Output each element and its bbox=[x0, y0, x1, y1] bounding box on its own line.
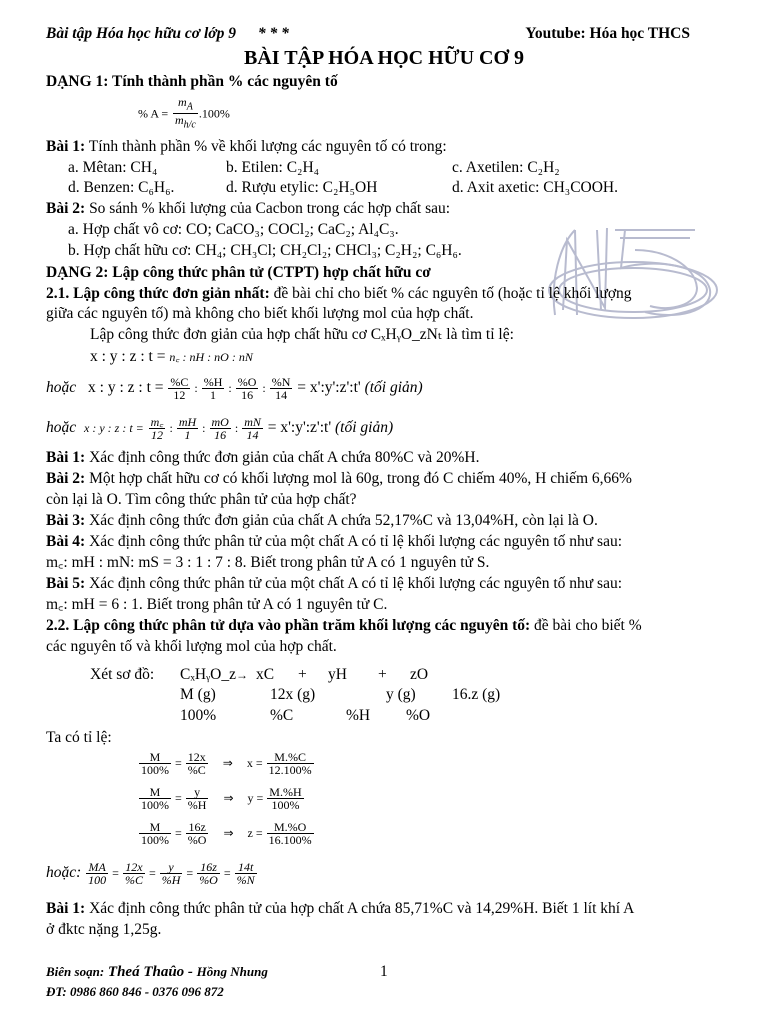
bai-label: Bài 5: bbox=[46, 575, 86, 592]
fraction-denominator: 1 bbox=[210, 387, 217, 402]
hoac-label: hoặc bbox=[46, 419, 77, 436]
header-stars: * * * bbox=[257, 25, 289, 42]
fraction bbox=[186, 751, 208, 776]
ratio2-fractions bbox=[167, 374, 293, 402]
variable: z = bbox=[247, 826, 263, 840]
ratio-lhs: x : y : z : t = bbox=[88, 379, 164, 396]
fraction bbox=[86, 861, 108, 886]
implies-arrow-icon: ⇒ bbox=[223, 791, 234, 805]
d1-bai2 bbox=[46, 199, 728, 219]
fraction bbox=[186, 786, 209, 811]
separator: = bbox=[172, 826, 185, 840]
ratio3-fractions bbox=[148, 414, 264, 442]
fraction bbox=[197, 861, 220, 886]
fraction-numerator: M bbox=[139, 786, 171, 799]
d1-bai1 bbox=[46, 137, 728, 157]
separator: = bbox=[109, 866, 122, 880]
fraction-numerator: M.%O bbox=[267, 821, 314, 834]
fraction bbox=[242, 416, 263, 441]
implies-arrow-icon: ⇒ bbox=[223, 826, 234, 840]
separator: : bbox=[199, 421, 209, 435]
s22-label: 2.2. Lập công thức phân tử dựa vào phần trăm khối lượng các nguyên tố: bbox=[46, 617, 531, 634]
bai1-item: b. Etilen: C₂H₄ bbox=[226, 159, 320, 176]
s22-line2: các nguyên tố và khối lượng mol của hợp chất. bbox=[46, 638, 337, 655]
bai1-item: d. Axit axetic: CH₃COOH. bbox=[452, 179, 618, 196]
ratio-result: = x':y':z':t' bbox=[297, 379, 361, 396]
fraction-denominator: 100% bbox=[271, 797, 300, 812]
bai-text: Xác định công thức đơn giản của chất A chứa 52,17%C và 13,04%H, còn lại là O. bbox=[85, 512, 598, 529]
ratio-result: = x':y':z':t' bbox=[267, 419, 332, 436]
variable: x = bbox=[246, 756, 263, 770]
s21-label: 2.1. Lập công thức đơn giản nhất: bbox=[46, 285, 270, 302]
fraction-numerator: m꜀ bbox=[150, 414, 164, 429]
formula-fraction bbox=[173, 96, 198, 132]
exercise-line bbox=[46, 469, 728, 489]
fraction-denominator: 14 bbox=[246, 427, 259, 442]
fraction-numerator: M.%C bbox=[267, 751, 314, 764]
fraction-denominator: 12 bbox=[173, 387, 186, 402]
fraction bbox=[267, 786, 303, 811]
s22-line1 bbox=[46, 616, 728, 636]
d1-heading: DẠNG 1: Tính thành phần % các nguyên tố bbox=[46, 73, 338, 90]
fraction-denominator: 14 bbox=[275, 387, 288, 402]
scheme-cell: %H bbox=[346, 707, 371, 724]
fraction-denominator: 100 bbox=[88, 872, 107, 887]
exercise-line bbox=[46, 574, 728, 594]
exercise-line bbox=[46, 595, 728, 615]
toi-gian: (tối giản) bbox=[335, 419, 394, 436]
fraction-denominator: 100% bbox=[141, 797, 169, 812]
fraction-numerator: M bbox=[139, 821, 171, 834]
s21-line2: giữa các nguyên tố) mà không cho biết khối lượng mol của hợp chất. bbox=[46, 305, 474, 322]
fraction-numerator: M.%H bbox=[269, 784, 302, 799]
formula-den-sub: h/c bbox=[183, 119, 196, 131]
ratio-lhs: x : y : z : t = bbox=[84, 421, 144, 435]
bai-text: m꜀: mH : mN: mS = 3 : 1 : 7 : 8. Biết trong phân tử A có 1 nguyên tử S. bbox=[46, 554, 490, 571]
fraction-numerator: %N bbox=[271, 374, 291, 389]
fraction-denominator: %O bbox=[199, 872, 218, 887]
formula-rhs: .100% bbox=[198, 106, 230, 121]
fraction-denominator: %H bbox=[161, 872, 181, 887]
fraction-numerator: %O bbox=[237, 374, 257, 389]
fraction bbox=[168, 376, 190, 401]
fraction-denominator: 12.100% bbox=[268, 762, 312, 777]
header-left: Bài tập Hóa học hữu cơ lớp 9 bbox=[46, 25, 236, 42]
bai-label: Bài 3: bbox=[46, 512, 86, 529]
bai-label: Bài 1: bbox=[46, 449, 86, 466]
fraction bbox=[202, 376, 225, 401]
s21-text: đề bài chỉ cho biết % các nguyên tố (hoặc tỉ lệ khối lượng bbox=[269, 285, 632, 302]
fraction-denominator: 12 bbox=[151, 427, 164, 442]
page-title: BÀI TẬP HÓA HỌC HỮU CƠ 9 bbox=[243, 47, 525, 69]
fraction bbox=[123, 861, 145, 886]
scheme-cell: 12x (g) bbox=[270, 686, 316, 703]
fraction-numerator: mO bbox=[211, 414, 229, 429]
fraction-numerator: M bbox=[139, 751, 171, 764]
ratio-lhs: x : y : z : t = bbox=[90, 348, 166, 365]
final-fractions bbox=[85, 859, 257, 887]
fraction-numerator: 16z bbox=[186, 821, 209, 834]
bai1-item: c. Axetilen: C₂H₂ bbox=[452, 159, 560, 176]
fraction bbox=[235, 861, 257, 886]
ratio-3 bbox=[46, 413, 728, 443]
formula-num: m bbox=[178, 95, 187, 109]
separator: : bbox=[191, 381, 201, 395]
bai-label: Bài 1: bbox=[46, 138, 86, 155]
fraction-numerator: %H bbox=[203, 374, 223, 389]
separator: = bbox=[220, 866, 234, 880]
fraction bbox=[149, 416, 166, 441]
author-label: Biên soạn: bbox=[46, 964, 105, 979]
author-name: Theá Thaûo - bbox=[104, 964, 197, 980]
fraction-numerator: 12x bbox=[123, 861, 145, 874]
s22-text: đề bài cho biết % bbox=[530, 617, 642, 634]
ratio-rhs: n꜀ : nH : nO : nN bbox=[169, 350, 253, 364]
exercise-line bbox=[46, 448, 728, 468]
separator: : bbox=[231, 421, 242, 435]
fraction bbox=[139, 821, 171, 846]
fraction-denominator: %O bbox=[187, 832, 207, 847]
scheme-cell: 16.z (g) bbox=[452, 686, 501, 703]
s21-line3: Lập công thức đơn giản của hợp chất hữu cơ CₓHᵧO_zNₜ là tìm tỉ lệ: bbox=[90, 326, 514, 343]
author-name2: Hồng Nhung bbox=[196, 964, 268, 979]
fraction bbox=[160, 861, 183, 886]
fraction-numerator: mH bbox=[178, 414, 197, 429]
separator: : bbox=[166, 421, 176, 435]
separator: = bbox=[172, 791, 185, 805]
fraction-denominator: 100% bbox=[141, 832, 169, 847]
exercise-line bbox=[46, 511, 728, 531]
bai-text: Xác định công thức phân tử của một chất A có tỉ lệ khối lượng các nguyên tố như sau: bbox=[85, 575, 623, 592]
fraction bbox=[177, 416, 198, 441]
scheme-cell: 100% bbox=[180, 707, 217, 724]
bai-text: Xác định công thức đơn giản của chất A chứa 80%C và 20%H. bbox=[85, 449, 480, 466]
bai-text: Xác định công thức phân tử của một chất A có tỉ lệ khối lượng các nguyên tố như sau: bbox=[85, 533, 623, 550]
bai-text: m꜀: mH = 6 : 1. Biết trong phân tử A có 1 nguyên tử C. bbox=[46, 596, 388, 613]
fraction-numerator: 14t bbox=[235, 861, 257, 874]
fraction bbox=[236, 376, 259, 401]
bai-label: Bài 2: bbox=[46, 200, 86, 217]
header-right: Youtube: Hóa học THCS bbox=[525, 25, 690, 42]
exercise-line bbox=[46, 553, 728, 573]
bai1-item: d. Benzen: C₆H₆. bbox=[68, 179, 175, 196]
scheme-cell: %O bbox=[406, 707, 431, 724]
fraction-numerator: MA bbox=[86, 861, 108, 874]
fraction-denominator: %N bbox=[236, 872, 255, 887]
fraction-numerator: %C bbox=[170, 374, 189, 389]
fraction bbox=[267, 821, 314, 846]
proportion-row bbox=[138, 783, 728, 813]
bai-label: Bài 4: bbox=[46, 533, 86, 550]
fraction bbox=[139, 786, 171, 811]
final-ratio bbox=[46, 858, 728, 888]
scheme-cell: M (g) bbox=[180, 686, 216, 703]
bai-label: Bài 2: bbox=[46, 470, 86, 487]
scheme-plus: + bbox=[378, 666, 387, 683]
fraction-numerator: y bbox=[160, 861, 183, 874]
variable: y = bbox=[247, 791, 264, 805]
percent-formula bbox=[138, 96, 728, 132]
bai-text: còn lại là O. Tìm công thức phân tử của hợp chất? bbox=[46, 491, 357, 508]
fraction-denominator: 16 bbox=[241, 387, 254, 402]
bai-text: Một hợp chất hữu cơ có khối lượng mol là 60g, trong đó C chiếm 40%, H chiếm 6,66% bbox=[85, 470, 632, 487]
bai1-item: d. Rượu etylic: C₂H₅OH bbox=[226, 179, 378, 196]
fraction bbox=[267, 751, 314, 776]
fraction-denominator: %H bbox=[187, 797, 207, 812]
formula-num-sub: A bbox=[186, 101, 193, 113]
scheme-term: yH bbox=[328, 666, 347, 683]
implies-arrow-icon: ⇒ bbox=[222, 756, 233, 770]
scheme-cell: y (g) bbox=[386, 686, 416, 703]
fraction-numerator: 16z bbox=[197, 861, 220, 874]
fraction bbox=[186, 821, 209, 846]
fraction bbox=[210, 416, 231, 441]
separator: = bbox=[183, 866, 197, 880]
scheme-term: zO bbox=[410, 666, 429, 683]
bai-text: Xác định công thức phân tử của hợp chất A chứa 85,71%C và 14,29%H. Biết 1 lít khí A bbox=[85, 900, 635, 917]
bai-text: So sánh % khối lượng của Cacbon trong các hợp chất sau: bbox=[89, 200, 451, 217]
footer-phone: ĐT: 0986 860 846 - 0376 096 872 bbox=[46, 984, 224, 999]
fraction-denominator: 16.100% bbox=[268, 832, 312, 847]
scheme-plus: + bbox=[298, 666, 307, 683]
d2-heading: DẠNG 2: Lập công thức phân tử (CTPT) hợp chất hữu cơ bbox=[46, 264, 431, 281]
fraction-numerator: 12x bbox=[187, 749, 206, 764]
formula-lhs: % A = bbox=[138, 106, 169, 121]
bai2-b: b. Hợp chất hữu cơ: CH₄; CH₃Cl; CH₂Cl₂; CHCl₃; C₂H₂; C₆H₆. bbox=[68, 242, 462, 259]
fraction-denominator: %C bbox=[187, 762, 206, 777]
separator: = bbox=[172, 756, 185, 770]
fraction bbox=[139, 751, 171, 776]
bai-label: Bài 1: bbox=[46, 900, 86, 917]
arrow-icon: → bbox=[236, 668, 248, 682]
hoac-label: hoặc bbox=[46, 379, 77, 396]
page-number: 1 bbox=[380, 963, 388, 980]
fraction bbox=[270, 376, 293, 401]
last-bai-line2: ở đktc nặng 1,25g. bbox=[46, 921, 162, 938]
scheme-formula: CₓHᵧO_z bbox=[180, 666, 236, 683]
scheme-cell: %C bbox=[270, 707, 294, 724]
fraction-denominator: 100% bbox=[141, 762, 169, 777]
exercise-line bbox=[46, 532, 728, 552]
bai1-item: a. Mêtan: CH₄ bbox=[68, 159, 158, 176]
separator: : bbox=[259, 381, 269, 395]
bai-text: Tính thành phần % về khối lượng các nguyên tố có trong: bbox=[88, 138, 447, 155]
proportion-row bbox=[138, 748, 728, 778]
fraction-denominator: 16 bbox=[214, 427, 227, 442]
formula-den: m bbox=[174, 113, 184, 128]
scheme-term: xC bbox=[256, 666, 275, 683]
fraction-denominator: %C bbox=[124, 872, 143, 887]
scheme-label: Xét sơ đồ: bbox=[90, 666, 155, 683]
hoac-label: hoặc: bbox=[46, 864, 82, 881]
ta-co: Ta có tỉ lệ: bbox=[46, 729, 112, 746]
last-bai-line1 bbox=[46, 899, 728, 919]
toi-gian: (tối giản) bbox=[364, 379, 423, 396]
s21-line1 bbox=[46, 284, 728, 304]
fraction-numerator: mN bbox=[244, 414, 261, 429]
exercise-line bbox=[46, 490, 728, 510]
fraction-denominator: 1 bbox=[184, 427, 191, 442]
ratio-1 bbox=[90, 347, 728, 367]
ratio-2 bbox=[46, 373, 728, 403]
separator: = bbox=[145, 866, 159, 880]
bai2-a: a. Hợp chất vô cơ: CO; CaCO₃; COCl₂; CaC₂; Al₄C₃. bbox=[68, 221, 399, 238]
fraction-numerator: y bbox=[186, 786, 209, 799]
separator: : bbox=[225, 381, 235, 395]
proportion-row bbox=[138, 818, 728, 848]
